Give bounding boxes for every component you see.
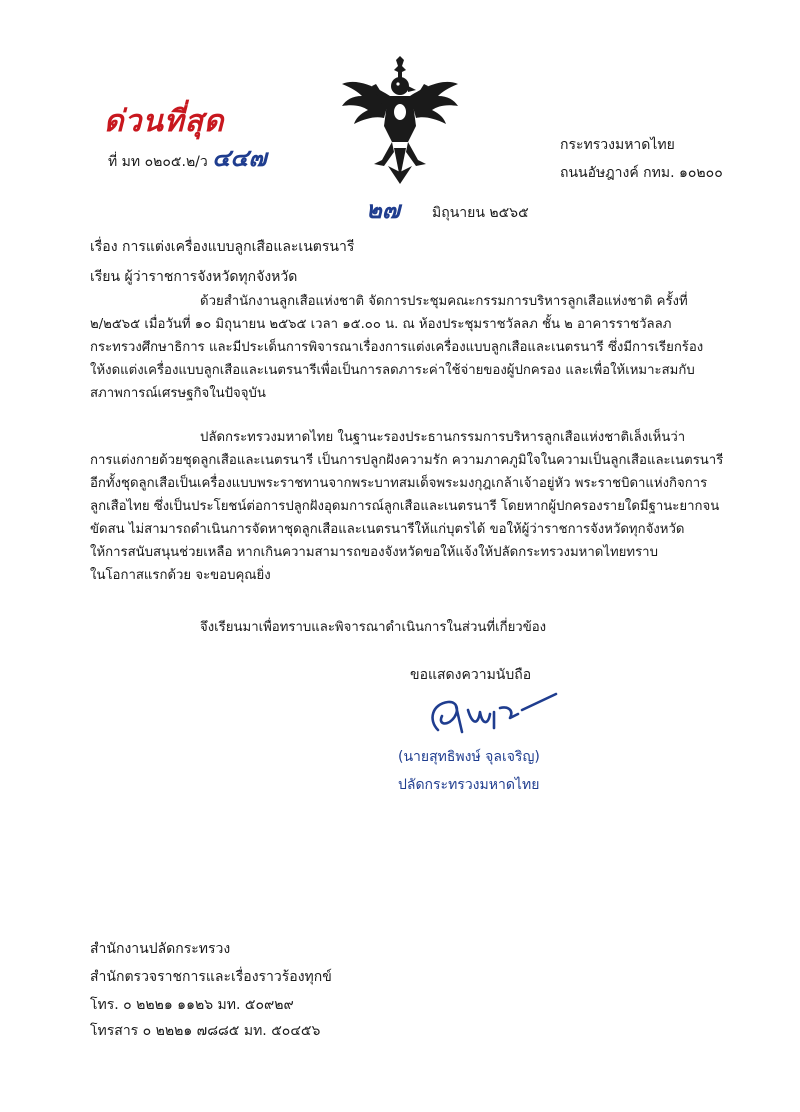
body-line: สภาพการณ์เศรษฐกิจในปัจจุบัน xyxy=(90,386,266,401)
footer-fax: โทรสาร ๐ ๒๒๒๑ ๗๘๘๕ มท. ๕๐๔๕๖ xyxy=(90,1023,321,1039)
body-line: ๒/๒๕๖๕ เมื่อวันที่ ๑๐ มิถุนายน ๒๕๖๕ เวลา ๑๕.๐๐ น. ณ ห้องประชุมราชวัลลภ ชั้น ๒ อาคารราชวัลลภ xyxy=(90,317,672,332)
body-line: ให้การสนับสนุนช่วยเหลือ หากเกินความสามารถของจังหวัดขอให้แจ้งให้ปลัดกระทรวงมหาดไทยทราบ xyxy=(90,545,658,560)
body-line: กระทรวงศึกษาธิการ และมีประเด็นการพิจารณาเรื่องการแต่งเครื่องแบบลูกเสือและเนตรนารี ซึ่งมีการเรียกร้อง xyxy=(90,340,704,355)
footer-phone: โทร. ๐ ๒๒๒๑ ๑๑๒๖ มท. ๕๐๙๒๙ xyxy=(90,997,294,1013)
letter-subject: เรื่อง การแต่งเครื่องแบบลูกเสือและเนตรนารี xyxy=(90,239,355,255)
body-line: ในโอกาสแรกด้วย จะขอบคุณยิ่ง xyxy=(90,568,271,583)
signer-name: (นายสุทธิพงษ์ จุลเจริญ) xyxy=(398,749,540,765)
document-number-prefix: ที่ มท ๐๒๐๕.๒/ว xyxy=(108,154,208,170)
body-line: ปลัดกระทรวงมหาดไทย ในฐานะรองประธานกรรมการบริหารลูกเสือแห่งชาติเล็งเห็นว่า xyxy=(200,430,686,445)
body-line: ลูกเสือไทย ซึ่งเป็นประโยชน์ต่อการปลูกฝังอุดมการณ์ลูกเสือและเนตรนารี โดยหากผู้ปกครองรายใดมีฐานะยากจน xyxy=(90,499,720,514)
signer-position: ปลัดกระทรวงมหาดไทย xyxy=(398,777,540,793)
document-number-handwritten: ๔๔๗ xyxy=(212,144,267,172)
body-line: การแต่งกายด้วยชุดลูกเสือและเนตรนารี เป็นการปลูกฝังความรัก ความภาคภูมิใจในความเป็นลูกเสือและเนตรนารี xyxy=(90,453,724,468)
organization-address: ถนนอัษฎางค์ กทม. ๑๐๒๐๐ xyxy=(560,165,723,181)
letter-recipient: เรียน ผู้ว่าราชการจังหวัดทุกจังหวัด xyxy=(90,269,298,285)
organization-name: กระทรวงมหาดไทย xyxy=(560,137,675,153)
handwritten-signature xyxy=(418,690,558,740)
closing-salutation: ขอแสดงความนับถือ xyxy=(410,667,532,683)
footer-office: สำนักงานปลัดกระทรวง xyxy=(90,941,231,957)
body-paragraph-1 xyxy=(90,290,750,405)
date-month-year: มิถุนายน ๒๕๖๕ xyxy=(432,205,529,221)
body-line: ขัดสน ไม่สามารถดำเนินการจัดหาชุดลูกเสือและเนตรนารีให้แก่บุตรได้ ขอให้ผู้ว่าราชการจังหวัดทุกจังหวัด xyxy=(90,522,685,537)
document-number xyxy=(108,138,267,177)
urgency-stamp: ด่วนที่สุด xyxy=(104,104,225,139)
body-paragraph-2 xyxy=(90,426,750,587)
body-line: ให้งดแต่งเครื่องแบบลูกเสือและเนตรนารีเพื่อเป็นการลดภาระค่าใช้จ่ายของผู้ปกครอง และเพื่อให้เหมาะสมกับ xyxy=(90,363,695,378)
body-line: จึงเรียนมาเพื่อทราบและพิจารณาดำเนินการในส่วนที่เกี่ยวข้อง xyxy=(200,620,547,635)
footer-division: สำนักตรวจราชการและเรื่องราวร้องทุกข์ xyxy=(90,969,332,985)
garuda-emblem-icon xyxy=(338,56,462,184)
body-line: อีกทั้งชุดลูกเสือเป็นเครื่องแบบพระราชทานจากพระบาทสมเด็จพระมงกุฎเกล้าเจ้าอยู่หัว พระราชบิดาแห่งกิจการ xyxy=(90,476,708,491)
body-paragraph-3 xyxy=(90,616,750,639)
body-line: ด้วยสำนักงานลูกเสือแห่งชาติ จัดการประชุมคณะกรรมการบริหารลูกเสือแห่งชาติ ครั้งที่ xyxy=(200,294,688,309)
date-day-handwritten: ๒๗ xyxy=(366,196,400,224)
